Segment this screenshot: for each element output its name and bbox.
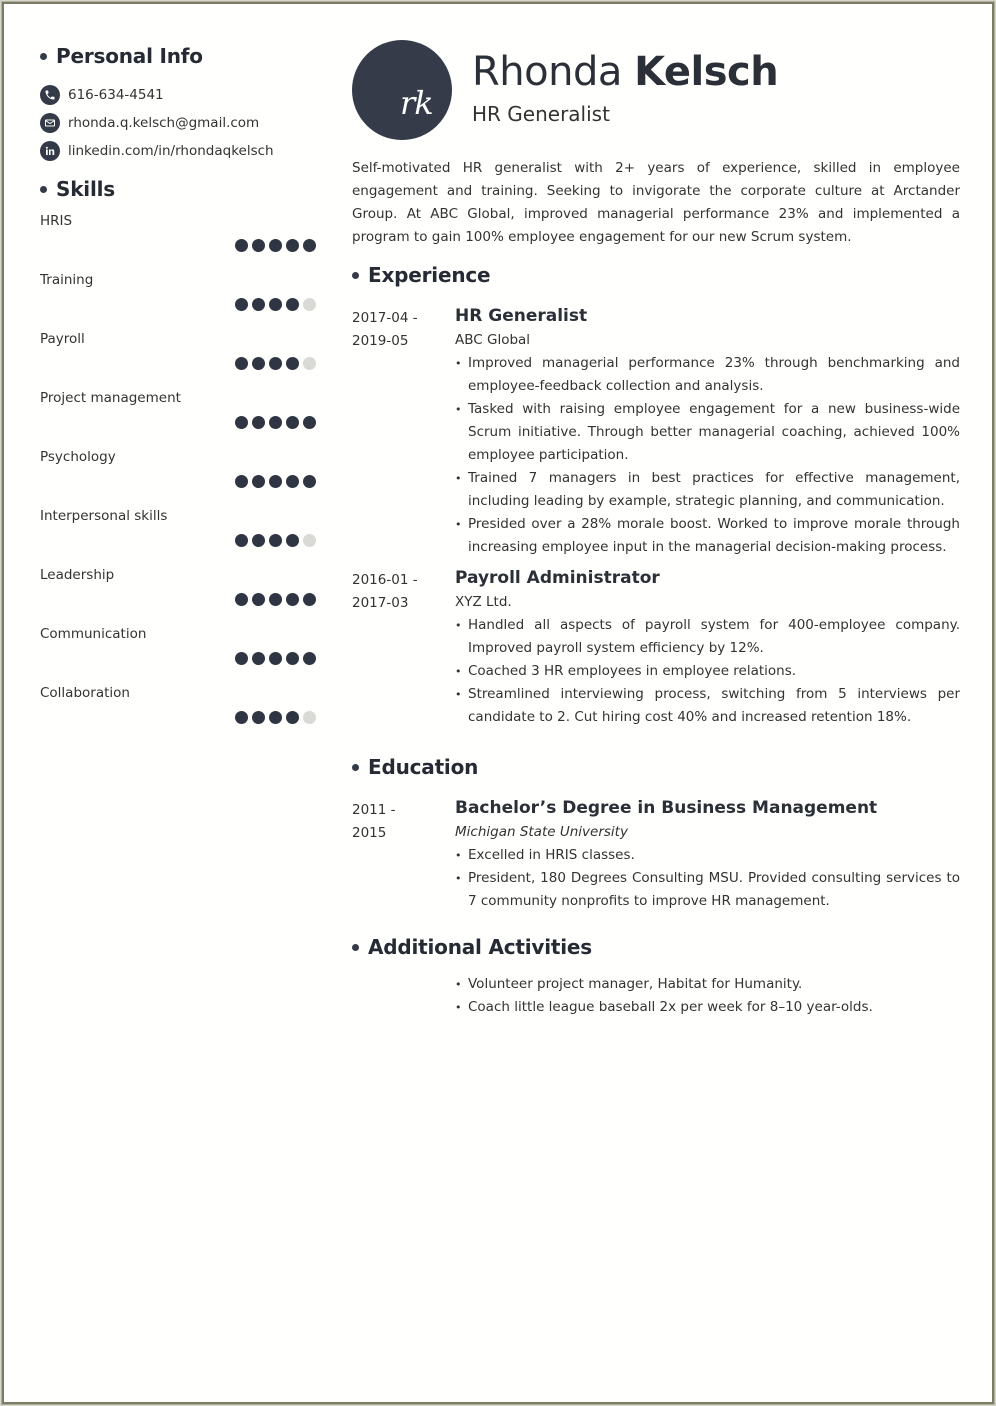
rating-dot-filled-icon xyxy=(252,416,265,429)
rating-dot-filled-icon xyxy=(252,534,265,547)
education-heading: Education xyxy=(352,755,960,779)
entry-body xyxy=(455,799,960,913)
rating-dot-filled-icon xyxy=(269,298,282,311)
job-role: HR Generalist xyxy=(455,306,588,326)
bullet-icon xyxy=(40,53,47,60)
resume-header xyxy=(352,40,960,140)
bullet-item: • Streamlined interviewing process, switching from 5 interviews per candidate to 2. Cut hiring cost 40% and increased retention 18%. xyxy=(455,683,960,729)
education-list xyxy=(352,799,960,913)
experience-entry xyxy=(352,307,960,559)
skill-item xyxy=(40,508,316,567)
rating-dot-filled-icon xyxy=(235,239,248,252)
skill-item xyxy=(40,685,316,744)
rating-dot-empty-icon xyxy=(303,357,316,370)
rating-dot-filled-icon xyxy=(286,475,299,488)
skill-item xyxy=(40,567,316,626)
experience-entry xyxy=(352,569,960,729)
rating-dot-filled-icon xyxy=(303,475,316,488)
entry-body xyxy=(455,307,960,559)
phone-icon xyxy=(40,85,60,105)
linkedin-text[interactable]: linkedin.com/in/rhondaqkelsch xyxy=(68,143,274,159)
rating-dot-empty-icon xyxy=(303,298,316,311)
rating-dot-filled-icon xyxy=(269,475,282,488)
skill-item xyxy=(40,272,316,331)
date-start: 2016-01 - xyxy=(352,572,418,588)
avatar-initials: rk xyxy=(400,84,433,122)
personal-info-heading: Personal Info xyxy=(40,44,316,68)
rating-dot-empty-icon xyxy=(303,534,316,547)
rating-dot-filled-icon xyxy=(303,416,316,429)
bullet-item: • Trained 7 managers in best practices for effective management, including leading by example, strategic planning, and communication. xyxy=(455,467,960,513)
date-start: 2011 - xyxy=(352,802,396,818)
skill-name: Payroll xyxy=(40,331,85,347)
bullet-item: • President, 180 Degrees Consulting MSU. Provided consulting services to 7 community nonprofits to improve HR management. xyxy=(455,867,960,913)
entry-dates xyxy=(352,307,455,559)
rating-dot-filled-icon xyxy=(235,357,248,370)
skill-item xyxy=(40,626,316,685)
skill-item xyxy=(40,390,316,449)
skill-item xyxy=(40,331,316,390)
rating-dot-filled-icon xyxy=(269,534,282,547)
last-name: Kelsch xyxy=(634,49,779,95)
skills-list xyxy=(40,213,316,744)
rating-dot-filled-icon xyxy=(252,711,265,724)
rating-dot-filled-icon xyxy=(269,711,282,724)
skill-rating xyxy=(235,475,316,488)
rating-dot-filled-icon xyxy=(269,416,282,429)
date-start: 2017-04 - xyxy=(352,310,418,326)
skill-name: Psychology xyxy=(40,449,116,465)
rating-dot-filled-icon xyxy=(235,416,248,429)
date-end: 2015 xyxy=(352,825,387,841)
bullet-item: • Tasked with raising employee engagement for a new business-wide Scrum initiative. Through better managerial coaching, achieved 100% employee participation. xyxy=(455,398,960,467)
rating-dot-filled-icon xyxy=(286,534,299,547)
rating-dot-filled-icon xyxy=(252,475,265,488)
bullet-icon xyxy=(40,186,47,193)
bullet-icon xyxy=(352,764,359,771)
skill-name: Project management xyxy=(40,390,181,406)
skill-rating xyxy=(235,652,316,665)
date-end: 2017-03 xyxy=(352,595,409,611)
rating-dot-filled-icon xyxy=(252,298,265,311)
main-content xyxy=(352,40,960,1019)
rating-dot-filled-icon xyxy=(235,652,248,665)
contact-phone xyxy=(40,81,316,109)
bullet-list xyxy=(455,352,960,559)
contact-email xyxy=(40,109,316,137)
bullet-item: • Coach little league baseball 2x per week for 8–10 year-olds. xyxy=(455,996,960,1019)
sidebar xyxy=(40,44,316,744)
rating-dot-filled-icon xyxy=(235,534,248,547)
date-end: 2019-05 xyxy=(352,333,409,349)
bullet-icon xyxy=(352,272,359,279)
rating-dot-filled-icon xyxy=(235,593,248,606)
skill-name: Leadership xyxy=(40,567,115,583)
entry-dates xyxy=(352,799,455,913)
school: Michigan State University xyxy=(455,824,628,840)
skill-rating xyxy=(235,711,316,724)
skill-rating xyxy=(235,534,316,547)
rating-dot-filled-icon xyxy=(235,711,248,724)
bullet-list xyxy=(455,844,960,913)
entry-body xyxy=(455,569,960,729)
rating-dot-filled-icon xyxy=(286,652,299,665)
rating-dot-filled-icon xyxy=(252,593,265,606)
rating-dot-filled-icon xyxy=(269,357,282,370)
bullet-item: • Presided over a 28% morale boost. Worked to improve morale through increasing employee input in the managerial decision-making process. xyxy=(455,513,960,559)
skill-item xyxy=(40,213,316,272)
skill-name: Collaboration xyxy=(40,685,130,701)
avatar xyxy=(352,40,452,140)
rating-dot-filled-icon xyxy=(286,298,299,311)
rating-dot-filled-icon xyxy=(303,652,316,665)
bullet-item: • Handled all aspects of payroll system for 400-employee company. Improved payroll system efficiency by 12%. xyxy=(455,614,960,660)
additional-activities-heading: Additional Activities xyxy=(352,935,960,959)
linkedin-icon xyxy=(40,141,60,161)
rating-dot-filled-icon xyxy=(252,652,265,665)
experience-list xyxy=(352,307,960,729)
skill-item xyxy=(40,449,316,508)
skill-name: Communication xyxy=(40,626,147,642)
rating-dot-filled-icon xyxy=(286,711,299,724)
skill-rating xyxy=(235,239,316,252)
bullet-item: • Improved managerial performance 23% through benchmarking and employee-feedback collection and analysis. xyxy=(455,352,960,398)
skill-name: HRIS xyxy=(40,213,73,229)
bullet-item: • Excelled in HRIS classes. xyxy=(455,844,960,867)
skill-rating xyxy=(235,593,316,606)
full-name xyxy=(472,48,778,96)
bullet-item: • Coached 3 HR employees in employee relations. xyxy=(455,660,960,683)
job-role: Payroll Administrator xyxy=(455,568,660,588)
skill-name: Interpersonal skills xyxy=(40,508,168,524)
summary: Self-motivated HR generalist with 2+ years of experience, skilled in employee engagement and training. Seeking to invigorate the corporate culture at Arctander Group. At ABC Global, improved managerial performance 23% and implemented a program to gain 100% employee engagement for our new Scrum system. xyxy=(352,160,960,245)
bullet-icon xyxy=(352,944,359,951)
rating-dot-filled-icon xyxy=(286,593,299,606)
rating-dot-filled-icon xyxy=(235,475,248,488)
education-entry xyxy=(352,799,960,913)
contact-linkedin xyxy=(40,137,316,165)
rating-dot-filled-icon xyxy=(269,652,282,665)
skill-rating xyxy=(235,357,316,370)
company: ABC Global xyxy=(455,332,531,348)
skill-name: Training xyxy=(40,272,94,288)
rating-dot-filled-icon xyxy=(252,239,265,252)
rating-dot-filled-icon xyxy=(269,593,282,606)
rating-dot-filled-icon xyxy=(286,239,299,252)
rating-dot-filled-icon xyxy=(286,357,299,370)
rating-dot-empty-icon xyxy=(303,711,316,724)
email-text[interactable]: rhonda.q.kelsch@gmail.com xyxy=(68,115,260,131)
rating-dot-filled-icon xyxy=(269,239,282,252)
rating-dot-filled-icon xyxy=(286,416,299,429)
contact-list xyxy=(40,81,316,165)
bullet-list xyxy=(455,614,960,729)
skills-heading: Skills xyxy=(40,177,316,201)
rating-dot-filled-icon xyxy=(252,357,265,370)
rating-dot-filled-icon xyxy=(303,239,316,252)
degree: Bachelor’s Degree in Business Management xyxy=(455,798,878,818)
name-block xyxy=(472,48,778,126)
bullet-item: • Volunteer project manager, Habitat for Humanity. xyxy=(455,973,960,996)
rating-dot-filled-icon xyxy=(235,298,248,311)
first-name: Rhonda xyxy=(472,49,622,95)
rating-dot-filled-icon xyxy=(303,593,316,606)
email-icon xyxy=(40,113,60,133)
skill-rating xyxy=(235,298,316,311)
additional-activities-list xyxy=(455,973,960,1019)
skill-rating xyxy=(235,416,316,429)
entry-dates xyxy=(352,569,455,729)
experience-heading: Experience xyxy=(352,263,960,287)
phone-text: 616-634-4541 xyxy=(68,87,164,103)
resume-page xyxy=(2,2,994,1404)
company: XYZ Ltd. xyxy=(455,594,512,610)
job-title: HR Generalist xyxy=(472,102,610,126)
